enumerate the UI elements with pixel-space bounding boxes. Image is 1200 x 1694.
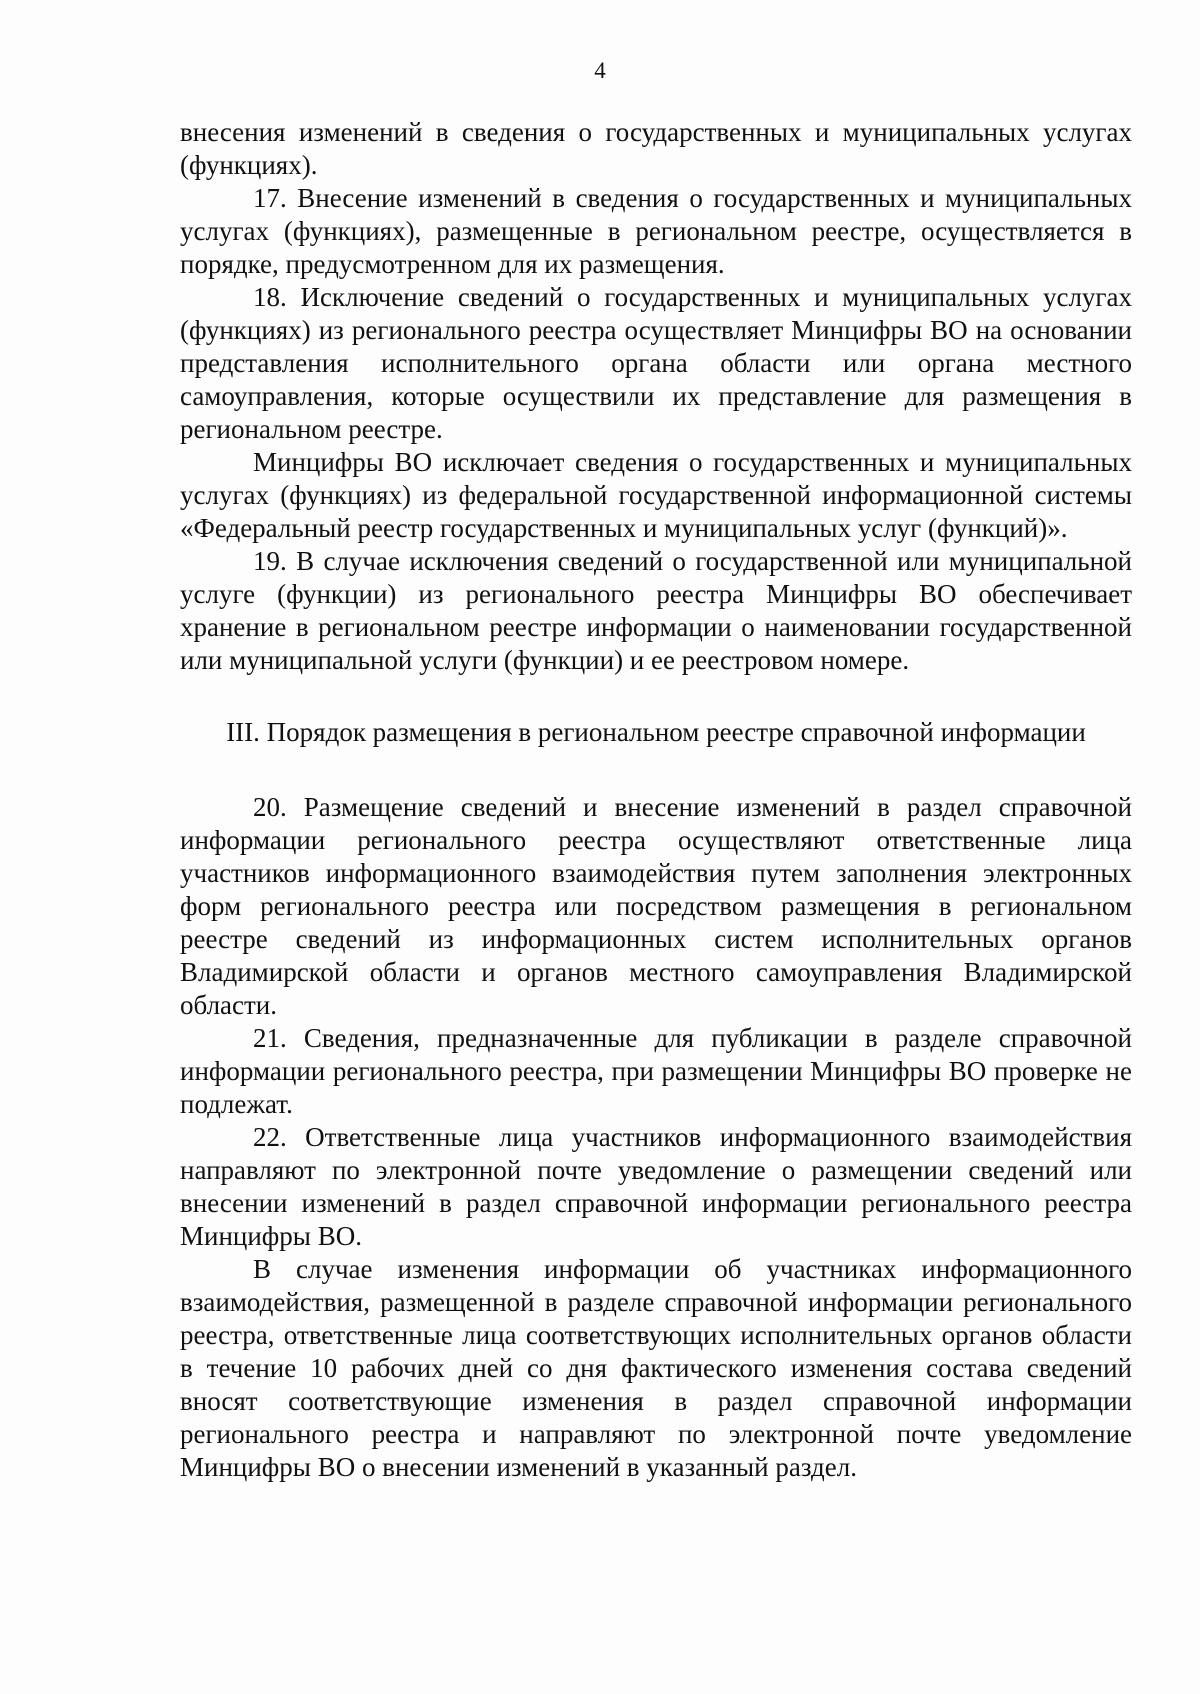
- paragraph-17: 17. Внесение изменений в сведения о государственных и муниципальных услугах (функциях), размещенные в региональном реестре, осуществляется в порядке, предусмотренном для их размещения.: [180, 183, 1132, 279]
- paragraph-20: 20. Размещение сведений и внесение изменений в раздел справочной информации регионального реестра осуществляют ответственные лица участников информационного взаимодействия путем заполнения электронных форм регионального реестра или посредством размещения в региональном реестре сведений из информационных систем исполнительных органов Владимирской области и органов местного самоуправления Владимирской области.: [180, 792, 1132, 1020]
- paragraph-19: 19. В случае исключения сведений о государственной или муниципальной услуге (функции) из регионального реестра Минцифры ВО обеспечивает хранение в региональном реестре информации о наименовании государственной или муниципальной услуги (функции) и ее реестровом номере.: [180, 546, 1132, 675]
- paragraph-continuation: внесения изменений в сведения о государственных и муниципальных услугах (функциях).: [180, 117, 1132, 180]
- page-number: 4: [594, 58, 606, 83]
- paragraph-18-exclusion: Минцифры ВО исключает сведения о государственных и муниципальных услугах (функциях) из федеральной государственной информационной системы «Федеральный реестр государственных и муниципальных услуг (функций)».: [180, 447, 1132, 543]
- paragraph-18: 18. Исключение сведений о государственных и муниципальных услугах (функциях) из регионального реестра осуществляет Минцифры ВО на основании представления исполнительного органа области или органа местного самоуправления, которые осуществили их представление для размещения в региональном реестре.: [180, 282, 1132, 444]
- paragraph-22-change: В случае изменения информации об участниках информационного взаимодействия, размещенной в разделе справочной информации регионального реестра, ответственные лица соответствующих исполнительных органов области в течение 10 рабочих дней со дня фактического изменения состава сведений вносят соответствующие изменения в раздел справочной информации регионального реестра и направляют по электронной почте уведомление Минцифры ВО о внесении изменений в указанный раздел.: [180, 1254, 1132, 1482]
- document-body: [180, 116, 1132, 1484]
- paragraph-22: 22. Ответственные лица участников информационного взаимодействия направляют по электронной почте уведомление о размещении сведений или внесении изменений в раздел справочной информации регионального реестра Минцифры ВО.: [180, 1122, 1132, 1251]
- paragraph-21: 21. Сведения, предназначенные для публикации в разделе справочной информации регионального реестра, при размещении Минцифры ВО проверке не подлежат.: [180, 1023, 1132, 1119]
- section-heading: III. Порядок размещения в региональном реестре справочной информации: [226, 717, 1086, 747]
